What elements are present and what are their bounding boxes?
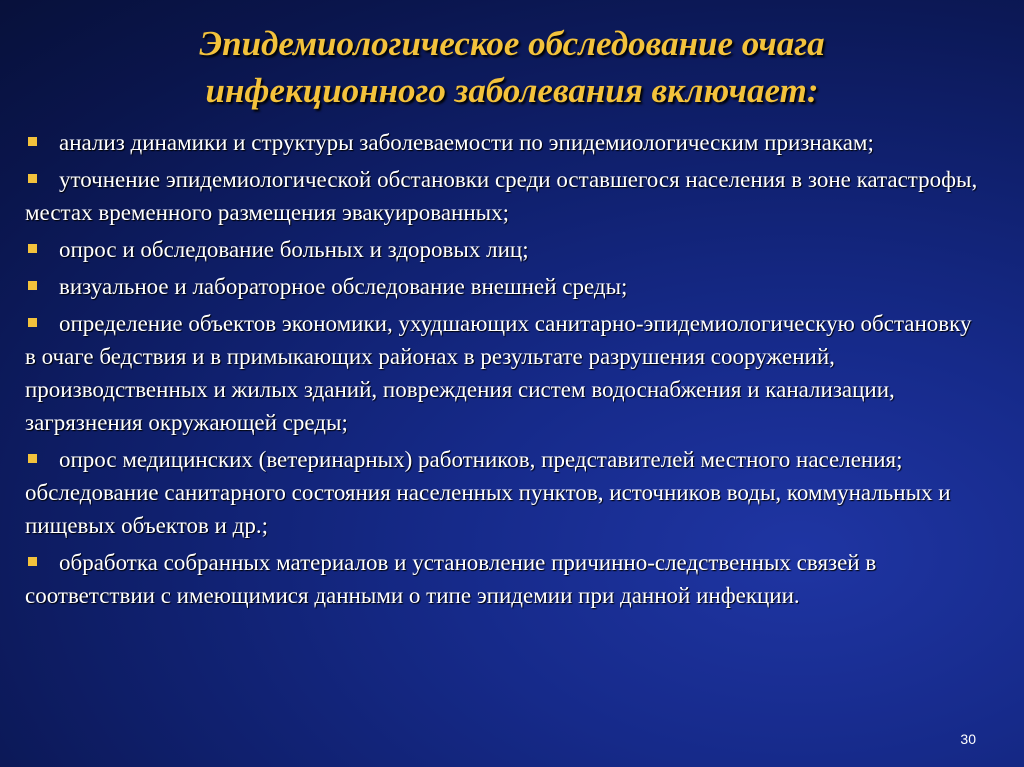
bullet-item <box>25 546 985 612</box>
page-number: 30 <box>960 731 976 747</box>
square-bullet-icon <box>28 454 37 463</box>
bullet-text: анализ динамики и структуры заболеваемости по эпидемиологическим признакам; <box>59 130 874 155</box>
bullet-text: визуальное и лабораторное обследование внешней среды; <box>59 274 628 299</box>
bullet-item <box>25 163 985 229</box>
bullet-text: опрос и обследование больных и здоровых лиц; <box>59 237 529 262</box>
slide-title-line-1: Эпидемиологическое обследование очага <box>199 24 825 63</box>
slide-title <box>80 20 944 114</box>
square-bullet-icon <box>28 557 37 566</box>
slide-title-line-2: инфекционного заболевания включает: <box>205 71 819 110</box>
square-bullet-icon <box>28 174 37 183</box>
bullet-item <box>25 307 985 439</box>
square-bullet-icon <box>28 137 37 146</box>
bullet-text: определение объектов экономики, ухудшающих санитарно-эпидемиологическую обстановку в очаге бедствия и в примыкающих районах в результате разрушения сооружений, производственных и жилых зданий, повреждения систем водоснабжения и канализации, загрязнения окружающей среды; <box>25 311 972 435</box>
bullet-item <box>25 126 985 159</box>
bullet-text: опрос медицинских (ветеринарных) работников, представителей местного населения; обследование санитарного состояния населенных пунктов, источников воды, коммунальных и пищевых объектов и др.; <box>25 447 951 538</box>
bullet-item <box>25 443 985 542</box>
bullet-list <box>25 126 985 616</box>
square-bullet-icon <box>28 244 37 253</box>
bullet-item <box>25 233 985 266</box>
bullet-text: уточнение эпидемиологической обстановки среди оставшегося населения в зоне катастрофы, местах временного размещения эвакуированных; <box>25 167 978 225</box>
square-bullet-icon <box>28 281 37 290</box>
bullet-item <box>25 270 985 303</box>
square-bullet-icon <box>28 318 37 327</box>
bullet-text: обработка собранных материалов и установление причинно-следственных связей в соответствии с имеющимися данными о типе эпидемии при данной инфекции. <box>25 550 877 608</box>
